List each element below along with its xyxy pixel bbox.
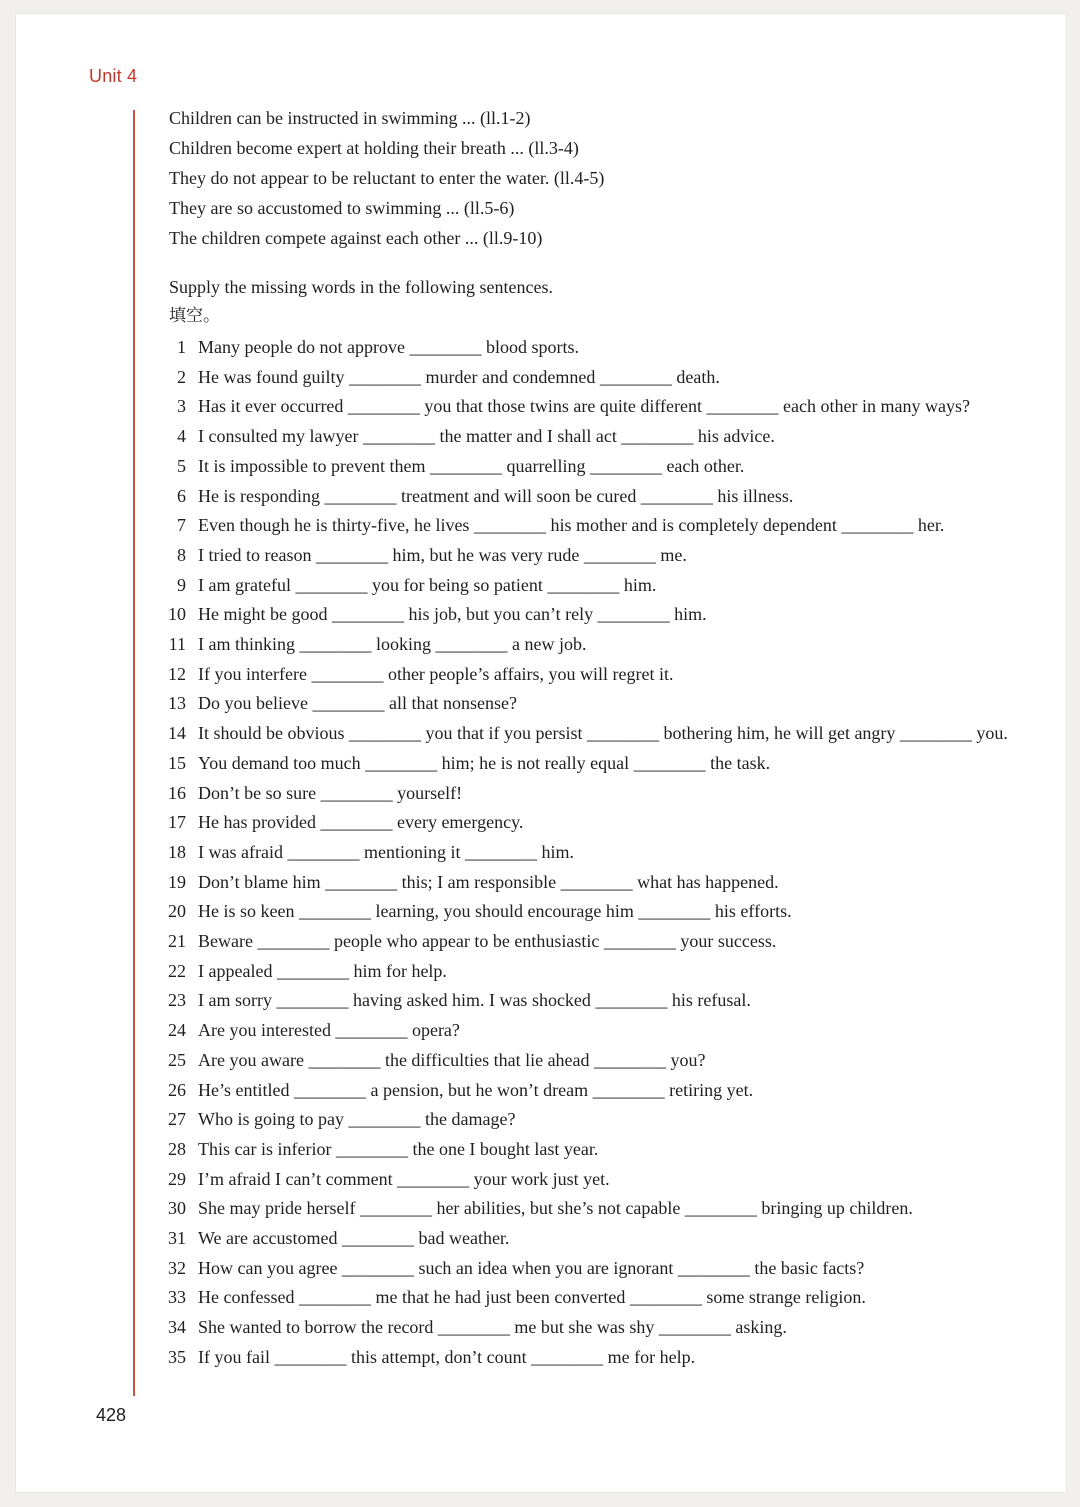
exercise-number: 13: [168, 693, 186, 713]
exercise-sentence: She may pride herself ________ her abilities, but she’s not capable ________ bringing up children.: [198, 1198, 913, 1218]
exercise-sentence: Are you aware ________ the difficulties that lie ahead ________ you?: [198, 1050, 706, 1070]
exercise-item: [162, 425, 775, 447]
exercise-item: [162, 1286, 866, 1308]
exercise-sentence: He confessed ________ me that he had just been converted ________ some strange religion.: [198, 1287, 866, 1307]
exercise-item: [162, 574, 656, 596]
exercise-item: [162, 1227, 509, 1249]
exercise-item: [162, 782, 462, 804]
exercise-number: 1: [177, 337, 186, 357]
exercise-number: 25: [168, 1050, 186, 1070]
exercise-item: [162, 692, 517, 714]
unit-label: Unit 4: [89, 66, 138, 86]
exercise-number: 19: [168, 872, 186, 892]
exercise-sentence: Many people do not approve ________ blood sports.: [198, 337, 579, 357]
exercise-item: [162, 663, 674, 685]
exercise-sentence: If you fail ________ this attempt, don’t count ________ me for help.: [198, 1347, 696, 1367]
exercise-number: 14: [168, 723, 186, 743]
exercise-sentence: It should be obvious ________ you that if you persist ________ bothering him, he will get angry ________ you.: [198, 723, 1008, 743]
exercise-item: [162, 544, 687, 566]
exercise-sentence: How can you agree ________ such an idea when you are ignorant ________ the basic facts?: [198, 1258, 865, 1278]
exercise-sentence: I consulted my lawyer ________ the matter and I shall act ________ his advice.: [198, 426, 775, 446]
exercise-item: [162, 1257, 864, 1279]
exercise-number: 11: [168, 634, 186, 654]
page-number: 428: [96, 1405, 127, 1425]
exercise-number: 32: [168, 1258, 186, 1278]
exercise-sentence: Do you believe ________ all that nonsense?: [198, 693, 517, 713]
exercise-item: [162, 1316, 787, 1338]
exercise-item: [162, 366, 720, 388]
example-sentence: They do not appear to be reluctant to enter the water. (ll.4-5): [169, 168, 605, 188]
exercise-item: [162, 752, 770, 774]
exercise-sentence: You demand too much ________ him; he is not really equal ________ the task.: [198, 753, 771, 773]
exercise-sentence: She wanted to borrow the record ________ me but she was shy ________ asking.: [198, 1317, 787, 1337]
exercise-number: 22: [168, 961, 186, 981]
exercise-item: [162, 1049, 706, 1071]
exercise-sentence: We are accustomed ________ bad weather.: [198, 1228, 510, 1248]
exercise-number: 27: [168, 1109, 186, 1129]
exercise-sentence: I tried to reason ________ him, but he was very rude ________ me.: [198, 545, 687, 565]
exercise-number: 8: [177, 545, 186, 565]
exercise-item: [162, 633, 586, 655]
exercise-item: [162, 811, 523, 833]
exercise-item: [162, 1168, 610, 1190]
exercise-sentence: He is so keen ________ learning, you should encourage him ________ his efforts.: [198, 901, 792, 921]
exercise-instruction: Supply the missing words in the following sentences.: [169, 277, 553, 297]
exercise-number: 28: [168, 1139, 186, 1159]
exercise-number: 4: [177, 426, 186, 446]
exercise-number: 9: [177, 575, 186, 595]
exercise-number: 2: [177, 367, 186, 387]
exercise-number: 21: [168, 931, 186, 951]
exercise-sentence: It is impossible to prevent them ________ quarrelling ________ each other.: [198, 456, 745, 476]
exercise-number: 34: [168, 1317, 186, 1337]
exercise-item: [162, 455, 744, 477]
exercise-sentence: Who is going to pay ________ the damage?: [198, 1109, 516, 1129]
example-sentence: They are so accustomed to swimming ... (ll.5-6): [169, 198, 515, 218]
exercise-sentence: I am thinking ________ looking ________ a new job.: [198, 634, 587, 654]
exercise-number: 23: [168, 990, 186, 1010]
exercise-item: [162, 989, 751, 1011]
exercise-item: [162, 336, 579, 358]
exercise-number: 29: [168, 1169, 186, 1189]
exercise-item: [162, 1079, 753, 1101]
exercise-sentence: Are you interested ________ opera?: [198, 1020, 460, 1040]
exercise-sentence: Has it ever occurred ________ you that those twins are quite different ________ each other in many ways?: [198, 396, 970, 416]
exercise-number: 33: [168, 1287, 186, 1307]
exercise-number: 24: [168, 1020, 186, 1040]
exercise-sentence: I am grateful ________ you for being so patient ________ him.: [198, 575, 657, 595]
exercise-item: [162, 1019, 460, 1041]
example-sentence: Children become expert at holding their breath ... (ll.3-4): [169, 138, 579, 158]
exercise-item: [162, 900, 792, 922]
exercise-item: [162, 603, 707, 625]
margin-rule: [133, 110, 135, 1396]
example-sentence: The children compete against each other ... (ll.9-10): [169, 228, 543, 248]
exercise-sentence: He was found guilty ________ murder and condemned ________ death.: [198, 367, 720, 387]
exercise-item: [162, 485, 793, 507]
exercise-sentence: He might be good ________ his job, but you can’t rely ________ him.: [198, 604, 707, 624]
exercise-item: [162, 1197, 913, 1219]
exercise-item: [162, 871, 779, 893]
exercise-sentence: I am sorry ________ having asked him. I was shocked ________ his refusal.: [198, 990, 751, 1010]
exercise-number: 20: [168, 901, 186, 921]
exercise-sentence: He is responding ________ treatment and will soon be cured ________ his illness.: [198, 486, 794, 506]
exercise-sentence: I appealed ________ him for help.: [198, 961, 447, 981]
exercise-number: 35: [168, 1347, 186, 1367]
exercise-number: 16: [168, 783, 186, 803]
exercise-number: 15: [168, 753, 186, 773]
exercise-number: 17: [168, 812, 186, 832]
exercise-instruction-chinese: 填空。: [169, 306, 220, 325]
exercise-item: [162, 1138, 598, 1160]
exercise-sentence: Even though he is thirty-five, he lives ________ his mother and is completely dependent ________ her.: [198, 515, 945, 535]
exercise-number: 31: [168, 1228, 186, 1248]
exercise-item: [162, 960, 447, 982]
exercise-number: 30: [168, 1198, 186, 1218]
exercise-item: [162, 841, 574, 863]
exercise-sentence: He’s entitled ________ a pension, but he won’t dream ________ retiring yet.: [198, 1080, 754, 1100]
exercise-sentence: If you interfere ________ other people’s affairs, you will regret it.: [198, 664, 674, 684]
example-sentence: Children can be instructed in swimming ... (ll.1-2): [169, 108, 531, 128]
exercise-sentence: Don’t blame him ________ this; I am responsible ________ what has happened.: [198, 872, 779, 892]
exercise-item: [162, 1346, 695, 1368]
exercise-number: 5: [177, 456, 186, 476]
exercise-number: 6: [177, 486, 186, 506]
exercise-number: 18: [168, 842, 186, 862]
exercise-item: [162, 722, 1008, 744]
exercise-item: [162, 1108, 515, 1130]
exercise-sentence: Beware ________ people who appear to be enthusiastic ________ your success.: [198, 931, 777, 951]
exercise-number: 26: [168, 1080, 186, 1100]
exercise-item: [162, 395, 970, 417]
exercise-sentence: He has provided ________ every emergency.: [198, 812, 524, 832]
exercise-item: [162, 514, 944, 536]
exercise-number: 10: [168, 604, 186, 624]
exercise-number: 12: [168, 664, 186, 684]
exercise-number: 3: [177, 396, 186, 416]
exercise-sentence: This car is inferior ________ the one I bought last year.: [198, 1139, 599, 1159]
exercise-sentence: I’m afraid I can’t comment ________ your work just yet.: [198, 1169, 610, 1189]
exercise-sentence: I was afraid ________ mentioning it ________ him.: [198, 842, 574, 862]
exercise-number: 7: [177, 515, 186, 535]
exercise-sentence: Don’t be so sure ________ yourself!: [198, 783, 463, 803]
exercise-item: [162, 930, 776, 952]
